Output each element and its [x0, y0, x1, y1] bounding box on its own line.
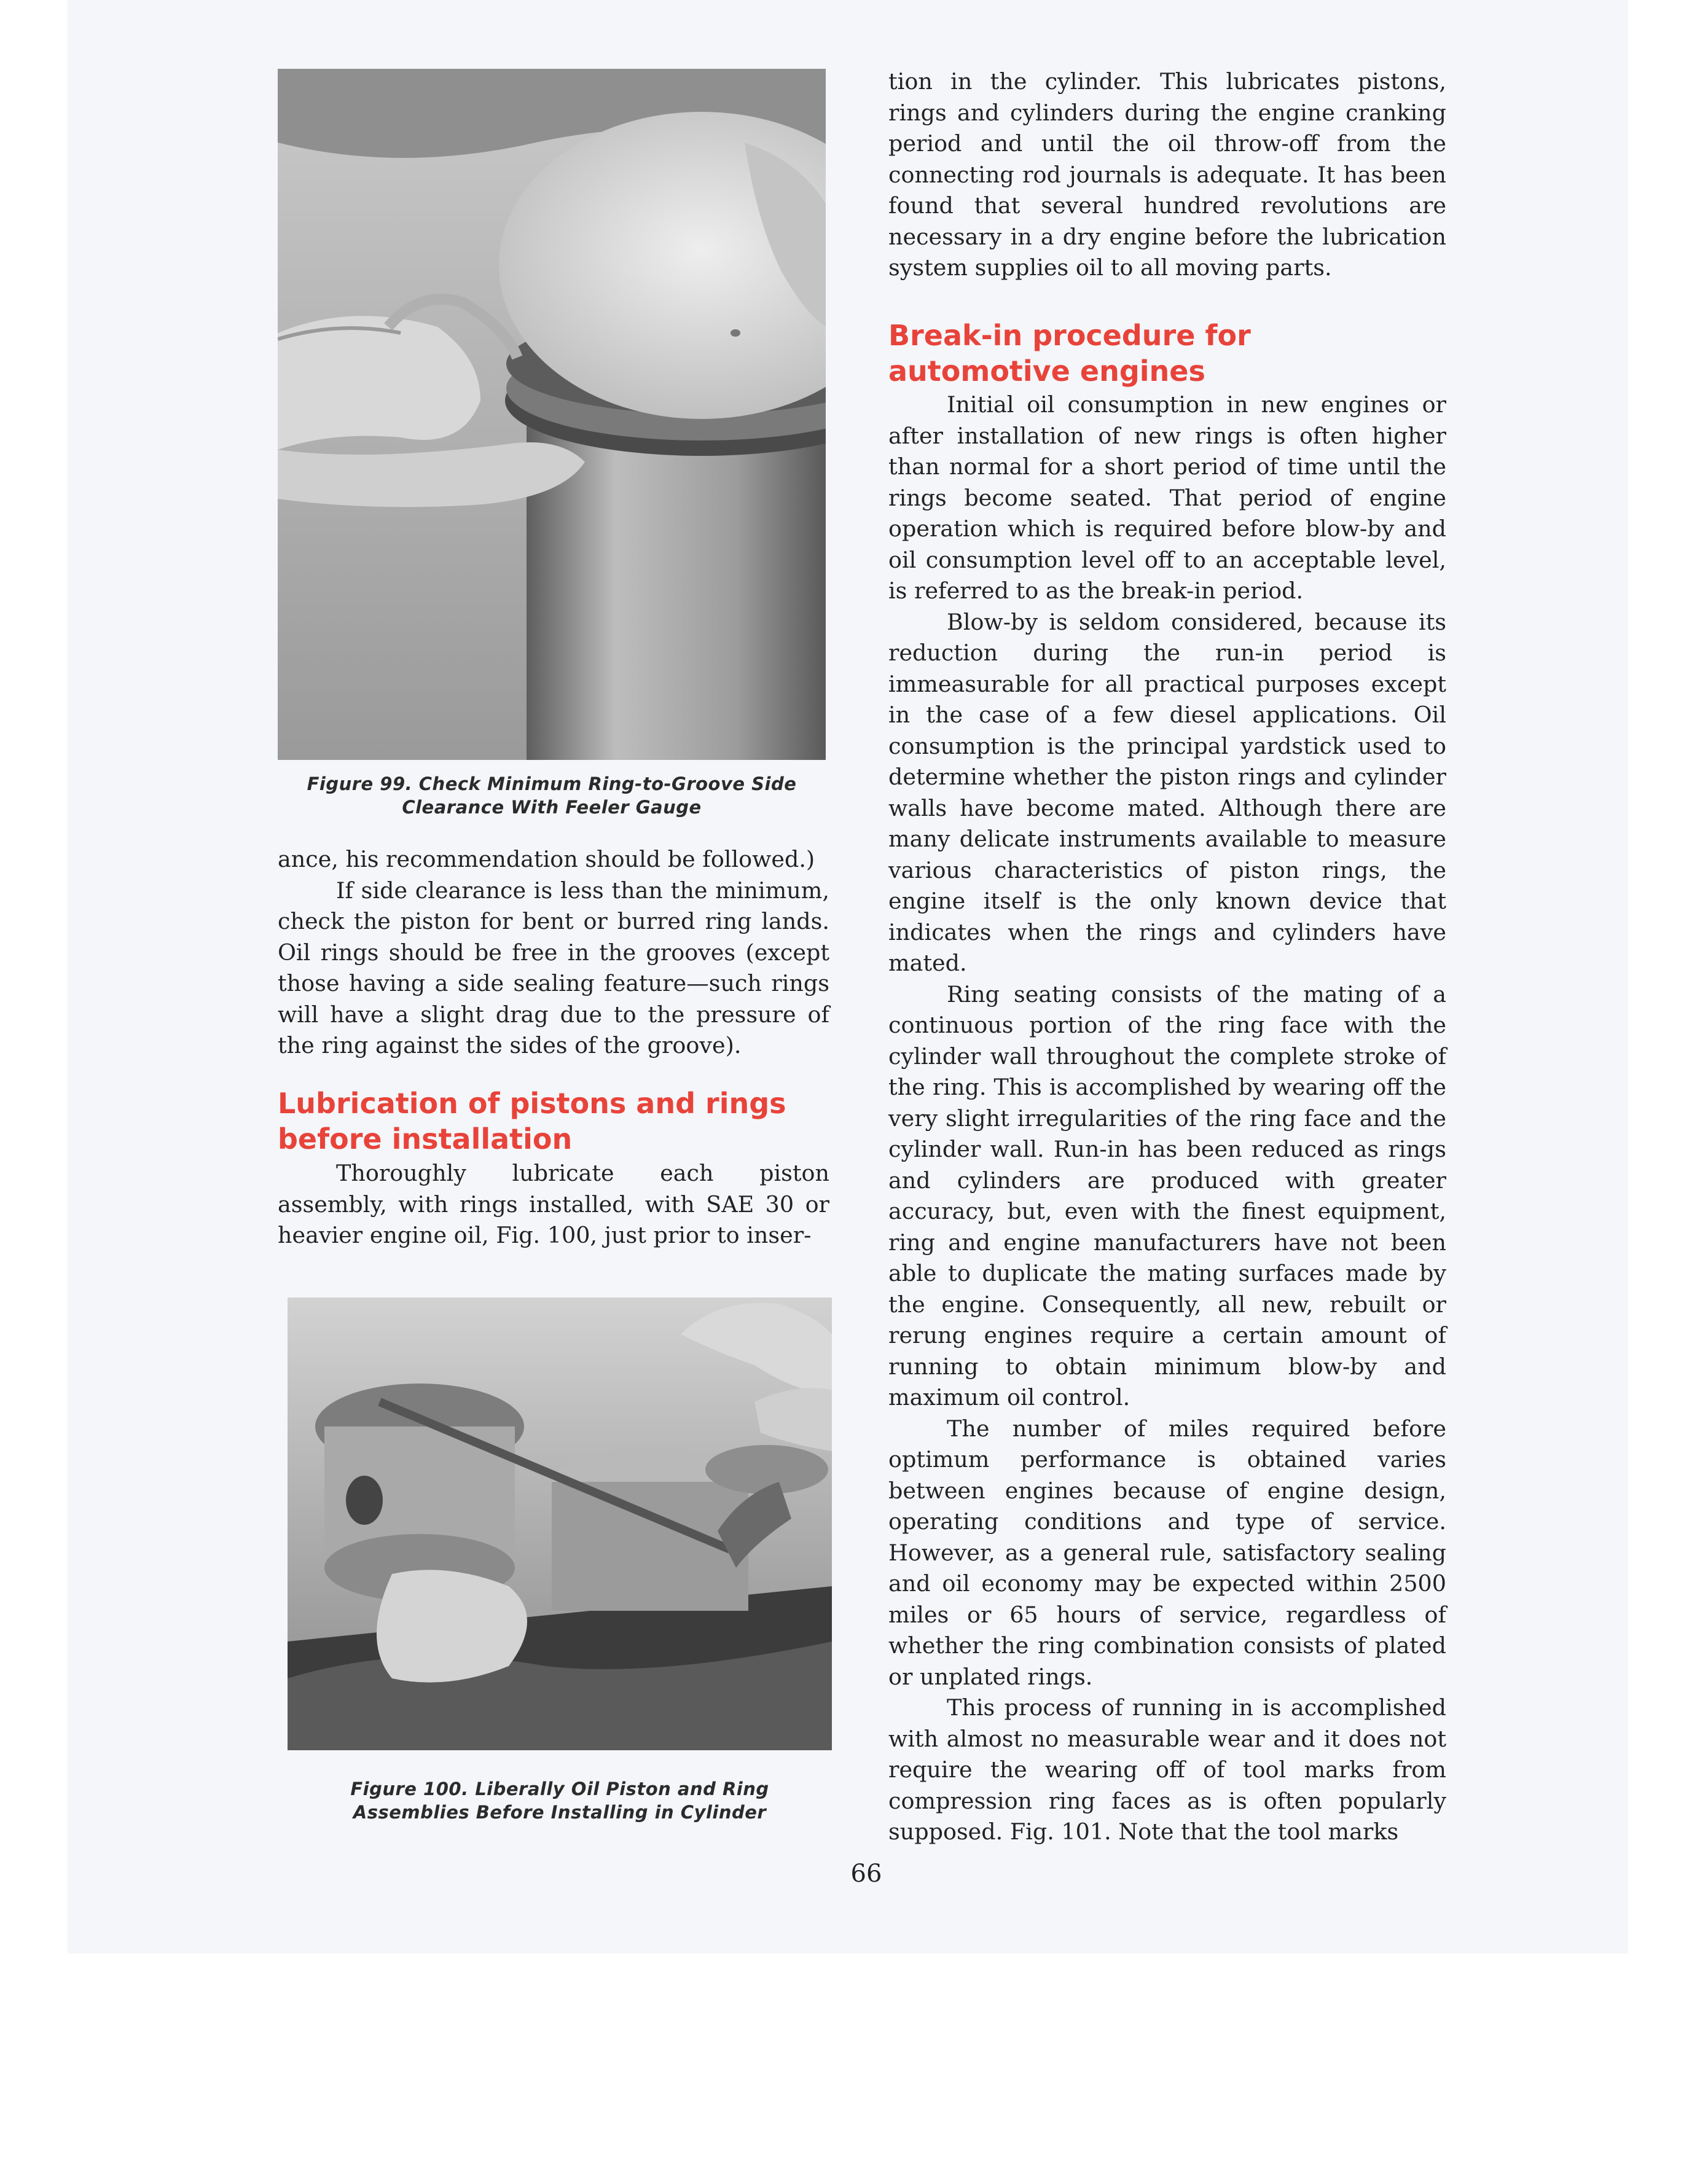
left-heading-line2: before installation	[278, 1122, 573, 1156]
figure-99-photo	[278, 69, 826, 760]
right-text-block-1	[888, 66, 1446, 284]
left-paragraph-3: Thoroughly lubricate each piston assembly, with rings installed, with SAE 30 or heavier engine oil, Fig. 100, just prior to inser-	[278, 1160, 829, 1248]
right-heading-line1: Break-in procedure for	[888, 319, 1251, 352]
right-heading	[888, 318, 1446, 389]
figure-99-caption-line1: Figure 99. Check Minimum Ring-to-Groove Side	[307, 773, 797, 794]
right-heading-line2: automotive engines	[888, 354, 1205, 388]
right-paragraph-3: Blow-by is seldom considered, because its reduction during the run-in period is immeasurable for all practical purposes except in the case of a few diesel applications. Oil consumption is the principal yardstick used to determine whether the piston rings and cylinder walls have become mated. Although there are many delicate instruments available to measure various characteristics of piston rings, the engine itself is the only known device that indicates when the rings and cylinders have mated.	[888, 608, 1446, 976]
left-text-block-2	[278, 1158, 829, 1251]
figure-99-caption-line2: Clearance With Feeler Gauge	[402, 797, 702, 818]
figure-100-caption	[288, 1777, 832, 1824]
right-paragraph-2: Initial oil consumption in new engines or after installation of new rings is often higher than normal for a short period of time until the rings become seated. That period of engine operation which is required before blow-by and oil consumption level off to an acceptable level, is referred to as the break-in period.	[888, 391, 1446, 604]
page-number: 66	[850, 1860, 882, 1888]
left-paragraph-2: If side clearance is less than the minimum, check the piston for bent or burred ring lands. Oil rings should be free in the grooves (except those having a side sealing feature—such rings will have a slight drag due to the pressure of the ring against the sides of the groove).	[278, 877, 829, 1059]
left-heading	[278, 1086, 829, 1157]
right-paragraph-6: This process of running in is accomplished with almost no measurable wear and it does not require the wearing off of tool marks from compression ring faces as is often popularly supposed. Fig. 101. Note that the tool marks	[888, 1694, 1446, 1845]
right-paragraph-1: tion in the cylinder. This lubricates pistons, rings and cylinders during the engine cranking period and until the oil throw-off from the connecting rod journals is adequate. It has been found that several hundred revolutions are necessary in a dry engine before the lubrication system supplies oil to all moving parts.	[888, 68, 1446, 281]
right-paragraph-4: Ring seating consists of the mating of a continuous portion of the ring face with the cylinder wall throughout the complete stroke of the ring. This is accomplished by wearing off the very slight irregularities of the ring face and the cylinder wall. Run-in has been reduced as rings and cylinders are produced with greater accuracy, but, even with the finest equipment, ring and engine manufacturers have not been able to duplicate the mating surfaces made by the engine. Consequently, all new, rebuilt or rerung engines require a certain amount of running to obtain minimum blow-by and maximum oil control.	[888, 980, 1446, 1411]
right-text-block-2	[888, 389, 1446, 1848]
left-text-block-1	[278, 844, 829, 1062]
left-paragraph-1: ance, his recommendation should be followed.)	[278, 846, 815, 872]
figure-100-caption-line2: Assemblies Before Installing in Cylinder	[353, 1802, 767, 1823]
figure-99-caption	[278, 772, 826, 819]
right-paragraph-5: The number of miles required before optimum performance is obtained varies between engines because of engine design, operating conditions and type of service. However, as a general rule, satisfactory sealing and oil economy may be expected within 2500 miles or 65 hours of service, regardless of whether the ring combination consists of plated or unplated rings.	[888, 1415, 1446, 1690]
figure-100-photo	[288, 1297, 832, 1750]
figure-100-caption-line1: Figure 100. Liberally Oil Piston and Ring	[350, 1779, 769, 1799]
bottom-margin	[0, 1954, 1708, 2168]
left-heading-line1: Lubrication of pistons and rings	[278, 1087, 786, 1120]
